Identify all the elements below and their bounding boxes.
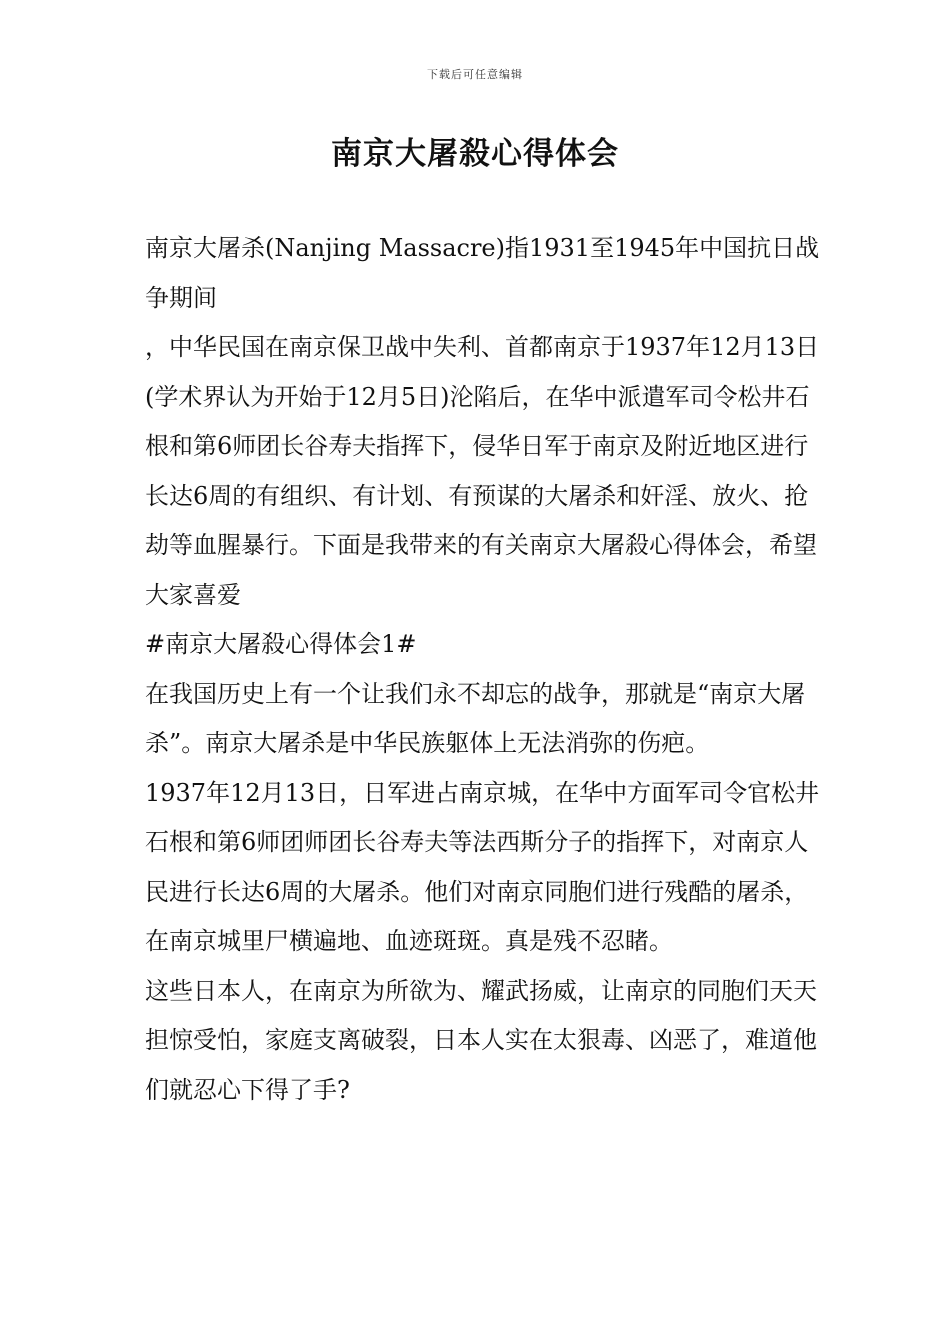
paragraph-events: 1937年12月13日，日军进占南京城，在华中方面军司令官松井石根和第6师团师团长谷寿夫等法西斯分子的指挥下，对南京人民进行长达6周的大屠杀。他们对南京同胞们进行残酷的屠杀，在南京城里尸横遍地、血迹斑斑。真是残不忍睹。: [145, 778, 820, 955]
document-title: 南京大屠殺心得体会: [331, 136, 619, 172]
document-body: [145, 224, 825, 1115]
paragraph-background: ，中华民国在南京保卫战中失利、首都南京于1937年12月13日(学术界认为开始于12月5日)沦陷后，在华中派遣军司令松井石根和第6师团长谷寿夫指挥下，侵华日军于南京及附近地区进行长达6周的有组织、有计划、有预谋的大屠杀和奸淫、放火、抢劫等血腥暴行。下面是我带来的有关南京大屠殺心得体会，希望大家喜爱: [145, 333, 820, 609]
section-heading: #南京大屠殺心得体会1#: [145, 630, 417, 658]
paragraph-history: 在我国历史上有一个让我们永不却忘的战争，那就是“南京大屠杀”。南京大屠杀是中华民族躯体上无法消弥的伤疤。: [145, 679, 806, 757]
paragraph-reflection: 这些日本人，在南京为所欲为、耀武扬威，让南京的同胞们天天担惊受怕，家庭支离破裂，日本人实在太狠毒、凶恶了，难道他们就忍心下得了手?: [145, 976, 817, 1104]
paragraph-intro: 南京大屠杀(Nanjing Massacre)指1931至1945年中国抗日战争期间: [145, 234, 820, 312]
header-note: 下载后可任意编辑: [427, 68, 523, 81]
